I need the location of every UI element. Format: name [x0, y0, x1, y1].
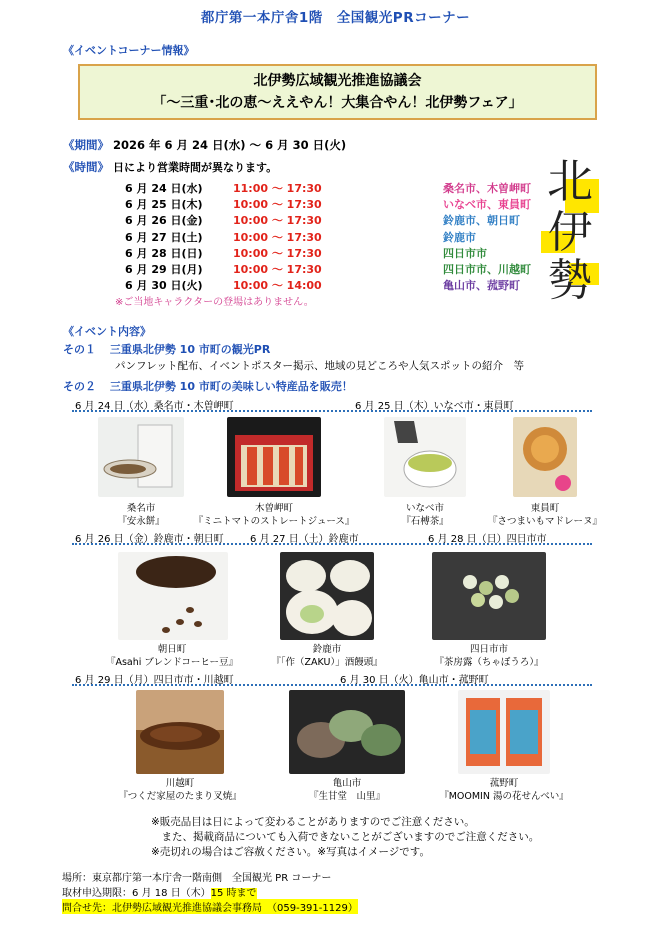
- product-name: 『「作（ZAKU）」酒饅頭』: [271, 657, 383, 668]
- chashu-image: [136, 690, 224, 774]
- day-heading-0628: 6 月 28 日（日）四日市市: [428, 534, 547, 545]
- product-photo-yamazato: [289, 690, 405, 774]
- schedule-row: [125, 277, 520, 293]
- schedule-place: 桑名市、木曽岬町: [443, 182, 531, 195]
- item2-number: その２: [63, 380, 96, 393]
- schedule-date: 6 月 24 日(水): [125, 182, 203, 195]
- product-photo-moomin-senbei: [458, 690, 550, 774]
- product-town: 朝日町: [157, 644, 187, 655]
- section-label-event-info: 《イベントコーナー情報》: [63, 44, 195, 57]
- mochi-image: [98, 417, 184, 497]
- product-town: 木曽岬町: [254, 503, 293, 514]
- product-name: 『石榑茶』: [401, 516, 449, 527]
- day-heading-0630: 6 月 30 日（火）亀山市・菰野町: [340, 675, 489, 686]
- tea-image: [384, 417, 466, 497]
- product-name: 『MOOMIN 湯の花せんべい』: [439, 791, 569, 802]
- svg-text:北: 北: [547, 154, 593, 208]
- schedule-row: [125, 180, 531, 196]
- product-photo-tomato-juice: [227, 417, 321, 497]
- madeleine-image: [513, 417, 577, 497]
- coffee-image: [118, 552, 228, 640]
- footer-contact: 問合せ先：北伊勢広域観光推進協議会事務局 （059-391-1129）: [62, 899, 358, 914]
- schedule-place: 四日市市、川越町: [443, 263, 531, 276]
- product-town: 四日市市: [469, 644, 508, 655]
- day-heading-0629: 6 月 29 日（月）四日市市・川越町: [75, 675, 234, 686]
- schedule-date: 6 月 25 日(木): [125, 198, 203, 212]
- schedule-place: いなべ市、東員町: [443, 198, 531, 212]
- schedule-time: 10:00 ～ 14:00: [233, 279, 322, 293]
- day-heading-0625: 6 月 25 日（木）いなべ市・東員町: [355, 401, 514, 412]
- item2-title: 三重県北伊勢 10 市町の美味しい特産品を販売！: [109, 380, 353, 393]
- product-name: 『Asahi ブレンドコーヒー豆』: [105, 657, 239, 668]
- day-heading-0627: 6 月 27 日（土）鈴鹿市: [250, 534, 359, 545]
- product-town: 川越町: [165, 778, 195, 789]
- footer-deadline-time: 15 時まで: [210, 888, 257, 899]
- chaboro-image: [432, 552, 546, 640]
- product-photo-coffee-beans: [118, 552, 228, 640]
- hours-footnote: ※ご当地キャラクターの登場はありません。: [115, 297, 314, 308]
- hours-note: 日により営業時間が異なります。: [113, 161, 278, 174]
- product-photo-yasunagamochi: [98, 417, 184, 497]
- kitaise-logo: [535, 145, 605, 310]
- section-label-content: 《イベント内容》: [63, 325, 151, 338]
- period-value: 2026 年 6 月 24 日(水) ～ 6 月 30 日(火): [113, 138, 347, 152]
- footer-deadline: [62, 884, 257, 899]
- divider: [72, 410, 592, 412]
- product-name: 『生甘堂 山里』: [308, 791, 385, 802]
- schedule-place: 鈴鹿市: [443, 230, 476, 244]
- item1-number: その１: [63, 343, 96, 356]
- product-caption: [445, 502, 645, 528]
- content-item-2: [63, 378, 353, 394]
- schedule-time: 10:00 ～ 17:30: [233, 198, 322, 212]
- product-name: 『ミニトマトのストレートジュース』: [193, 516, 355, 527]
- note-2: また、掲載商品についても入荷できないことがございますのでご注意ください。: [151, 831, 540, 843]
- schedule-place: 四日市市: [443, 246, 487, 260]
- product-town: 菰野町: [489, 778, 519, 789]
- product-photo-ishigure-tea: [384, 417, 466, 497]
- senbei-image: [458, 690, 550, 774]
- schedule-place: 鈴鹿市、朝日町: [443, 214, 520, 228]
- period-label: 《期間》: [63, 138, 109, 152]
- yamazato-image: [289, 690, 405, 774]
- schedule-row: [125, 212, 520, 228]
- product-town: 東員町: [530, 503, 560, 514]
- product-town: 鈴鹿市: [312, 644, 342, 655]
- schedule-place: 亀山市、菰野町: [443, 279, 520, 293]
- content-item-1: [63, 341, 270, 357]
- product-photo-chashu: [136, 690, 224, 774]
- note-1: ※販売品目は日によって変わることがありますのでご注意ください。: [151, 816, 475, 828]
- footer-place: 場所：東京都庁第一本庁舎一階南側 全国観光 PR コーナー: [62, 873, 332, 884]
- divider: [72, 684, 592, 686]
- hours-row: [63, 159, 277, 175]
- schedule-date: 6 月 27 日(土): [125, 230, 203, 244]
- item1-description: パンフレット配布、イベントポスター掲示、地域の見どころや人気スポットの紹介 等: [115, 360, 524, 372]
- product-name: 『安永餅』: [117, 516, 165, 527]
- svg-text:伊: 伊: [548, 207, 592, 258]
- schedule-date: 6 月 30 日(火): [125, 279, 203, 293]
- divider: [72, 543, 592, 545]
- product-photo-madeleine: [513, 417, 577, 497]
- schedule-date: 6 月 28 日(日): [125, 246, 203, 260]
- period-row: [63, 137, 346, 153]
- product-name: 『さつまいもマドレーヌ』: [487, 516, 602, 527]
- day-heading-0626: 6 月 26 日（金）鈴鹿市・朝日町: [75, 534, 224, 545]
- manju-image: [280, 552, 374, 640]
- schedule-time: 10:00 ～ 17:30: [233, 214, 322, 228]
- product-name: 『茶房露（ちゃぼうろ）』: [434, 657, 544, 668]
- svg-text:勢: 勢: [548, 255, 592, 306]
- note-3: ※売切れの場合はご容赦ください。※写真はイメージです。: [151, 846, 430, 858]
- juice-image: [227, 417, 321, 497]
- event-banner: [78, 64, 597, 120]
- schedule-row: [125, 245, 487, 261]
- footer-deadline-prefix: 取材申込期限：6 月 18 日（木）: [62, 888, 211, 899]
- item1-title: 三重県北伊勢 10 市町の観光PR: [109, 343, 271, 356]
- schedule-time: 10:00 ～ 17:30: [233, 230, 322, 244]
- product-caption: [404, 777, 604, 803]
- schedule-time: 10:00 ～ 17:30: [233, 246, 322, 260]
- product-town: いなべ市: [405, 503, 444, 514]
- product-town: 桑名市: [126, 503, 156, 514]
- schedule-date: 6 月 26 日(金): [125, 214, 203, 228]
- schedule-row: [125, 196, 531, 212]
- schedule-row: [125, 261, 531, 277]
- product-photo-zaku-manju: [280, 552, 374, 640]
- schedule-row: [125, 229, 476, 245]
- day-heading-0624: 6 月 24 日（水）桑名市・木曽岬町: [75, 401, 234, 412]
- product-caption: [389, 643, 589, 669]
- kitaise-logo-graphic: [535, 145, 605, 310]
- product-name: 『つくだ家屋のたまり叉焼』: [118, 791, 242, 802]
- product-photo-chaboro: [432, 552, 546, 640]
- hours-label: 《時間》: [63, 160, 109, 174]
- schedule-date: 6 月 29 日(月): [125, 263, 203, 276]
- banner-line-2: 「～三重･北の恵～ええやん！大集合やん！北伊勢フェア」: [152, 95, 523, 111]
- banner-line-1: 北伊勢広域観光推進協議会: [253, 73, 422, 89]
- schedule-time: 11:00 ～ 17:30: [233, 182, 322, 195]
- notes-block: [151, 815, 539, 860]
- page-title: 都庁第一本庁舎1階 全国観光PRコーナー: [200, 10, 471, 26]
- schedule-time: 10:00 ～ 17:30: [233, 263, 322, 276]
- product-town: 亀山市: [332, 778, 362, 789]
